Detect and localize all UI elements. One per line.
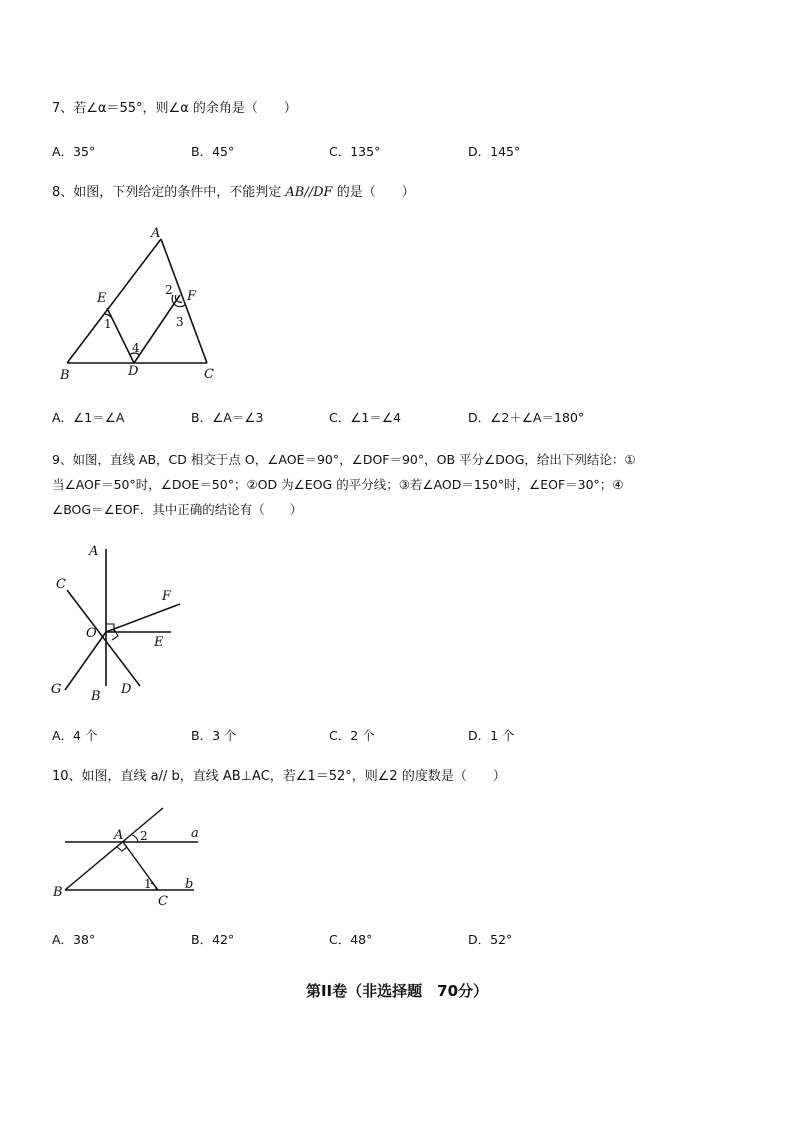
q9-option-c: C．2 个 — [329, 728, 375, 743]
q9-lines-figure — [45, 538, 185, 708]
q9-label-o: O — [86, 626, 97, 641]
q9-option-d: D．1 个 — [468, 728, 515, 743]
question-9-line-1: 9、如图，直线 AB，CD 相交于点 O，∠AOE＝90°，∠DOF＝90°，OB 平分∠DOG，给出下列结论：① — [52, 452, 636, 467]
q8-option-c: C．∠1＝∠4 — [329, 410, 402, 425]
q9-label-e: E — [154, 635, 164, 650]
q10-label-line-a: a — [191, 826, 199, 841]
q8-label-d: D — [128, 364, 139, 379]
q9-option-a: A．4 个 — [52, 728, 98, 743]
question-7-options — [52, 142, 572, 162]
q8-option-a: A．∠1＝∠A — [52, 410, 125, 425]
q8-label-e: E — [97, 291, 107, 306]
q7-option-c: C．135° — [329, 144, 381, 159]
q9-label-f: F — [162, 589, 172, 604]
q9-label-d: D — [121, 682, 132, 697]
q8-label-b: B — [60, 368, 70, 382]
q9-label-a: A — [89, 544, 99, 559]
q10-label-2: 2 — [140, 829, 148, 843]
q7-option-b: B．45° — [191, 144, 235, 159]
question-7-text: 7、若∠α＝55°，则∠α 的余角是（ ） — [52, 101, 297, 116]
q8-option-b: B．∠A＝∠3 — [191, 410, 264, 425]
section-title: 第II卷（非选择题 70分） — [305, 982, 489, 1000]
question-10-text: 10、如图，直线 a// b，直线 AB⊥AC，若∠1＝52°，则∠2 的度数是（ ） — [52, 769, 506, 784]
q8-label-a: A — [151, 226, 161, 241]
q9-label-g: G — [51, 682, 62, 697]
question-8-text — [52, 183, 415, 203]
q10-option-c: C．48° — [329, 932, 373, 947]
q9-label-b: B — [91, 689, 101, 704]
q7-option-d: D．145° — [468, 144, 521, 159]
q8-option-d: D．∠2＋∠A＝180° — [468, 410, 585, 425]
q9-option-b: B．3 个 — [191, 728, 237, 743]
question-9-line-3: ∠BOG＝∠EOF．其中正确的结论有（ ） — [52, 502, 303, 517]
q8-prefix: 8、如图，下列给定的条件中，不能判定 — [52, 185, 286, 200]
q10-label-b: B — [53, 885, 63, 900]
q8-label-4: 4 — [132, 341, 140, 355]
q8-label-c: C — [204, 367, 214, 382]
question-9-options — [52, 726, 572, 746]
q10-parallel-lines-figure — [48, 800, 208, 915]
q8-label-f: F — [187, 289, 197, 304]
q10-label-1: 1 — [144, 877, 152, 891]
q10-label-c: C — [158, 894, 168, 909]
q9-label-c: C — [56, 577, 66, 592]
q10-label-a: A — [114, 828, 124, 843]
q8-label-2: 2 — [165, 283, 173, 297]
q10-option-d: D．52° — [468, 932, 513, 947]
question-8-options — [52, 408, 585, 428]
q8-label-1: 1 — [104, 317, 112, 331]
q8-math: AB//DF — [285, 185, 333, 200]
question-9-line-2: 当∠AOF＝50°时，∠DOE＝50°；②OD 为∠EOG 的平分线；③若∠AOD＝150°时，∠EOF＝30°；④ — [52, 477, 624, 492]
q10-option-a: A．38° — [52, 932, 96, 947]
q10-label-line-b: b — [185, 877, 194, 892]
q8-triangle-figure — [55, 222, 225, 382]
q8-suffix: 的是（ ） — [332, 185, 415, 200]
q10-option-b: B．42° — [191, 932, 235, 947]
question-10-options — [52, 930, 572, 950]
q7-option-a: A．35° — [52, 144, 96, 159]
q8-label-3: 3 — [176, 315, 184, 329]
